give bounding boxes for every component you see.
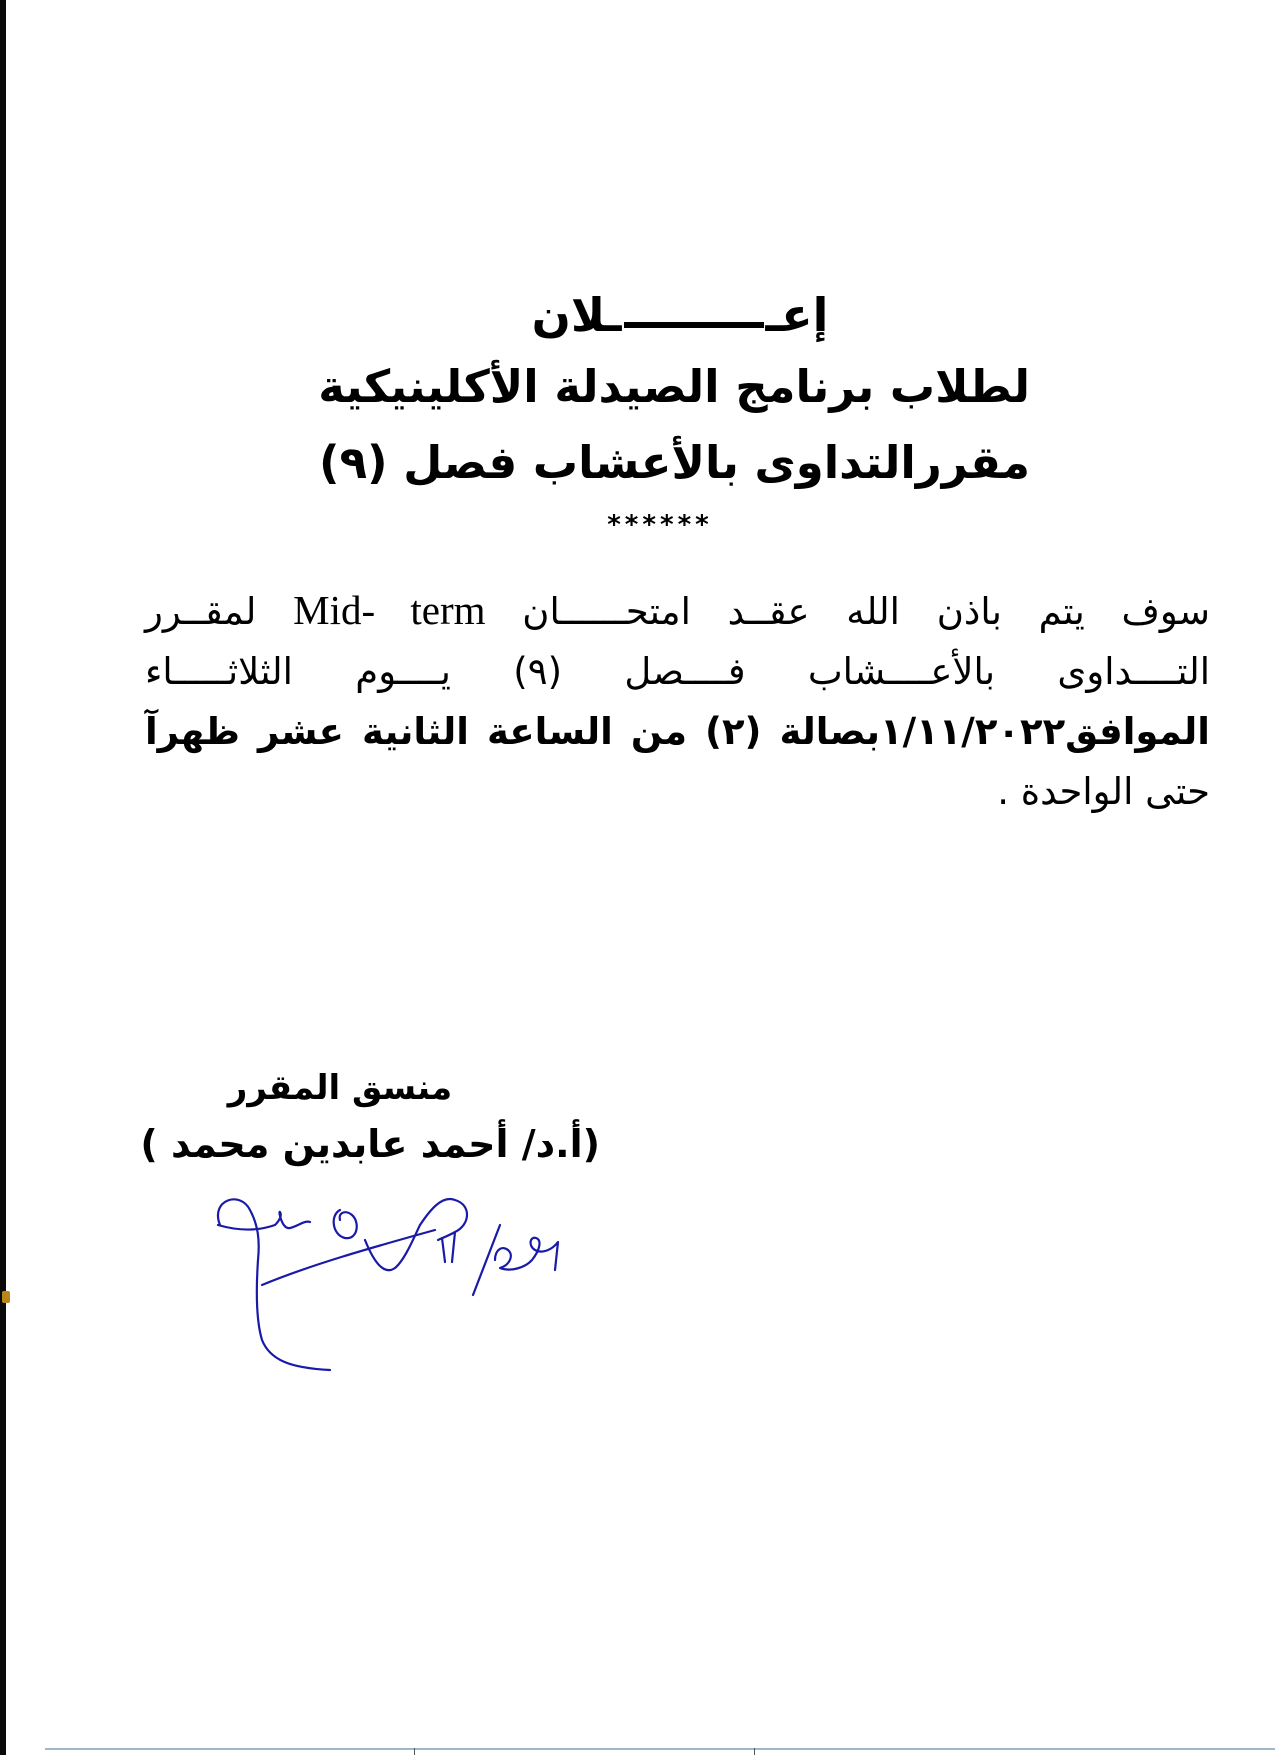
- announcement-title-end: ـلان: [531, 288, 622, 342]
- coordinator-title: منسق المقرر: [227, 1068, 453, 1108]
- body-line-1: [145, 580, 1210, 642]
- coordinator-name: (أ.د/ أحمد عابدين محمد ): [140, 1122, 600, 1166]
- announcement-title: [480, 288, 880, 342]
- body-line-1-end: لمقــرر: [145, 590, 257, 633]
- scan-bottom-tick: [414, 1748, 415, 1755]
- signature-block: [130, 1060, 600, 1172]
- scan-bottom-tick: [754, 1748, 755, 1755]
- exam-type: Mid- term: [293, 587, 486, 633]
- course-heading: مقررالتداوى بالأعشاب فصل (٩): [318, 436, 1030, 489]
- handwritten-signature: [180, 1180, 580, 1380]
- scan-bottom-line: [45, 1748, 1275, 1750]
- separator-stars: ******: [607, 510, 713, 540]
- announcement-title-start: إعـ: [765, 288, 829, 342]
- body-line-4: حتى الواحدة .: [997, 770, 1210, 813]
- title-kashida: [624, 322, 764, 328]
- scan-edge-left: [0, 0, 6, 1755]
- audience-heading: لطلاب برنامج الصيدلة الأكلينيكية: [318, 360, 1030, 413]
- body-line-1-start: سوف يتم باذن الله عقــد امتحــــــان: [522, 590, 1210, 633]
- announcement-body: [145, 580, 1210, 822]
- body-line-2: التــــداوى بالأعــــشاب فــــصل (٩) يــــوم الثلاثـــــاء: [145, 650, 1210, 693]
- body-line-3: الموافق١/١١/٢٠٢٢بصالة (٢) من الساعة الثانية عشر ظهرآ: [145, 710, 1210, 753]
- scan-speck: [2, 1291, 10, 1303]
